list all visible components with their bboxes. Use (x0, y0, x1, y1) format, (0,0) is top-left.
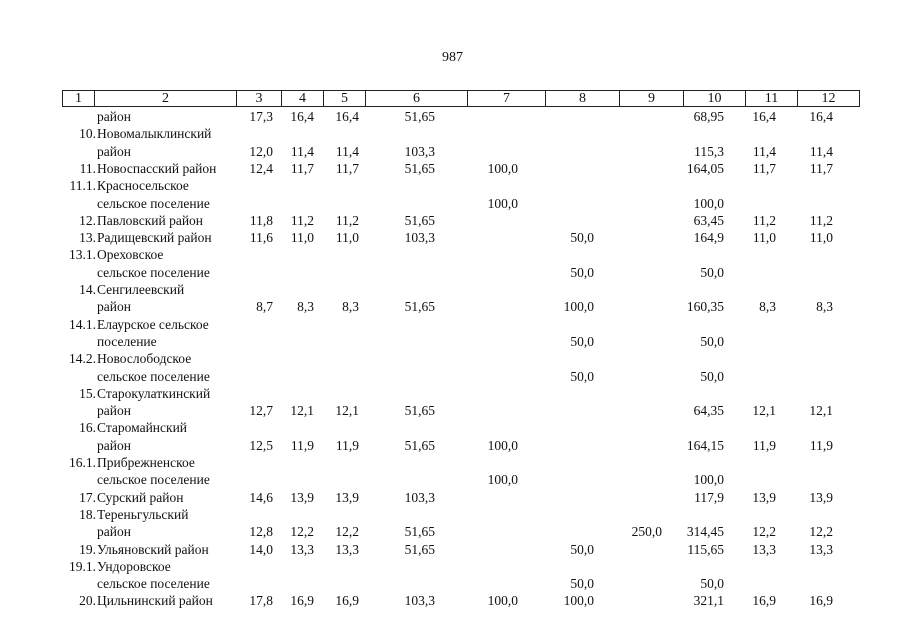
cell-col-8: 50,0 (570, 333, 594, 349)
cell-col-8: 50,0 (570, 576, 594, 592)
cell-col-10: 160,35 (686, 299, 724, 315)
row-name: район (97, 299, 131, 315)
cell-col-12: 16,4 (809, 109, 833, 124)
cell-col-11: 11,4 (752, 143, 776, 159)
header-cell: 11 (746, 91, 798, 107)
cell-col-4: 12,1 (290, 403, 314, 419)
header-cell: 5 (324, 91, 366, 107)
cell-col-8: 50,0 (570, 230, 594, 246)
table-row (0, 229, 905, 246)
cell-col-5: 11,7 (335, 160, 359, 176)
cell-col-6: 103,3 (404, 230, 435, 246)
cell-col-11: 8,3 (759, 299, 776, 315)
row-name: Новослободское (97, 351, 192, 367)
header-cell: 9 (620, 91, 684, 107)
cell-col-5: 13,3 (335, 541, 359, 557)
cell-col-6: 103,3 (404, 593, 435, 609)
cell-col-4: 12,2 (290, 524, 314, 540)
row-name: поселение (97, 333, 157, 349)
cell-col-6: 103,3 (404, 489, 435, 505)
cell-col-10: 115,65 (687, 541, 724, 557)
cell-col-6: 51,65 (404, 299, 435, 315)
cell-col-3: 11,6 (249, 230, 273, 246)
row-name: сельское поселение (97, 264, 210, 280)
header-cell: 2 (95, 91, 237, 107)
cell-col-11: 11,2 (752, 212, 776, 228)
cell-col-4: 11,9 (290, 437, 314, 453)
cell-col-3: 14,0 (249, 541, 273, 557)
row-name: Новоспасский район (97, 160, 217, 176)
cell-col-10: 117,9 (694, 489, 724, 505)
row-name: сельское поселение (97, 195, 210, 211)
table-row (0, 108, 905, 125)
table-row (0, 281, 905, 298)
cell-col-12: 13,3 (809, 541, 833, 557)
cell-col-12: 11,4 (809, 143, 833, 159)
row-name: Сенгилеевский (97, 282, 185, 297)
row-name: Радищевский район (97, 230, 212, 246)
cell-col-12: 16,9 (809, 593, 833, 609)
header-cell: 7 (468, 91, 546, 107)
row-number: 12. (79, 212, 96, 228)
row-name: район (97, 143, 131, 159)
table-row (0, 541, 905, 558)
row-name: Ульяновский район (97, 541, 209, 557)
table-row (0, 419, 905, 436)
table-row (0, 489, 905, 506)
cell-col-10: 68,95 (693, 109, 724, 124)
cell-col-4: 11,4 (290, 143, 314, 159)
table-row (0, 592, 905, 609)
cell-col-5: 16,9 (335, 593, 359, 609)
table-row (0, 177, 905, 194)
cell-col-4: 13,3 (290, 541, 314, 557)
table-row (0, 212, 905, 229)
cell-col-4: 8,3 (297, 299, 314, 315)
header-cell: 8 (546, 91, 620, 107)
cell-col-5: 11,2 (335, 212, 359, 228)
row-name: Старокулаткинский (97, 385, 211, 401)
cell-col-12: 11,9 (809, 437, 833, 453)
cell-col-11: 13,3 (752, 541, 776, 557)
row-number: 14.1. (69, 316, 96, 332)
row-name: район (97, 109, 131, 124)
row-number: 19. (79, 541, 96, 557)
cell-col-7: 100,0 (487, 472, 518, 488)
cell-col-4: 16,4 (290, 109, 314, 124)
cell-col-6: 51,65 (404, 212, 435, 228)
cell-col-3: 17,3 (249, 109, 273, 124)
cell-col-3: 8,7 (256, 299, 273, 315)
table-row (0, 125, 905, 142)
cell-col-10: 63,45 (693, 212, 724, 228)
table-row (0, 350, 905, 367)
row-number: 20. (79, 593, 96, 609)
cell-col-3: 14,6 (249, 489, 273, 505)
cell-col-4: 16,9 (290, 593, 314, 609)
cell-col-11: 16,9 (752, 593, 776, 609)
cell-col-8: 50,0 (570, 264, 594, 280)
row-name: Тереньгульский (97, 506, 189, 522)
row-name: Красносельское (97, 178, 189, 194)
cell-col-10: 115,3 (694, 143, 724, 159)
cell-col-10: 321,1 (693, 593, 724, 609)
cell-col-5: 8,3 (342, 299, 359, 315)
row-number: 16. (79, 420, 96, 436)
row-number: 13.1. (69, 247, 96, 263)
row-number: 11.1. (69, 178, 96, 194)
cell-col-6: 51,65 (404, 403, 435, 419)
table-row (0, 471, 905, 488)
row-name: Сурский район (97, 489, 184, 505)
cell-col-7: 100,0 (487, 437, 518, 453)
cell-col-12: 11,0 (809, 230, 833, 246)
cell-col-8: 100,0 (563, 299, 594, 315)
header-cell: 1 (63, 91, 95, 107)
table-row (0, 160, 905, 177)
cell-col-5: 11,0 (335, 230, 359, 246)
header-cell: 12 (798, 91, 860, 107)
cell-col-10: 50,0 (700, 264, 724, 280)
header-cell: 10 (684, 91, 746, 107)
cell-col-3: 12,7 (249, 403, 273, 419)
cell-col-5: 13,9 (335, 489, 359, 505)
cell-col-7: 100,0 (487, 593, 518, 609)
cell-col-4: 11,7 (290, 160, 314, 176)
cell-col-10: 164,15 (686, 437, 724, 453)
row-name: район (97, 524, 131, 540)
table-row (0, 385, 905, 402)
row-name: Елаурское сельское (97, 316, 209, 332)
row-name: Цильнинский район (97, 593, 213, 609)
cell-col-10: 50,0 (700, 368, 724, 384)
cell-col-5: 11,4 (335, 143, 359, 159)
table-row (0, 195, 905, 212)
table-row (0, 246, 905, 263)
cell-col-6: 51,65 (404, 524, 435, 540)
row-number: 18. (79, 506, 96, 522)
row-name: район (97, 403, 131, 419)
cell-col-10: 50,0 (700, 576, 724, 592)
table-row (0, 368, 905, 385)
page-number: 987 (442, 50, 463, 65)
cell-col-8: 50,0 (570, 368, 594, 384)
cell-col-11: 16,4 (752, 109, 776, 124)
cell-col-9: 250,0 (631, 524, 662, 540)
cell-col-12: 12,1 (809, 403, 833, 419)
table-row (0, 316, 905, 333)
row-name: сельское поселение (97, 472, 210, 488)
cell-col-4: 13,9 (290, 489, 314, 505)
row-name: Прибрежненское (97, 455, 195, 470)
header-cell: 4 (282, 91, 324, 107)
cell-col-7: 100,0 (487, 195, 518, 211)
cell-col-4: 11,2 (290, 212, 314, 228)
cell-col-3: 12,4 (249, 160, 273, 176)
cell-col-10: 100,0 (693, 472, 724, 488)
cell-col-6: 103,3 (404, 143, 435, 159)
header-cell: 3 (237, 91, 282, 107)
cell-col-3: 12,8 (249, 524, 273, 540)
row-number: 17. (79, 489, 96, 505)
cell-col-12: 12,2 (809, 524, 833, 540)
row-number: 15. (79, 385, 96, 401)
row-name: Павловский район (97, 212, 204, 228)
cell-col-11: 12,2 (752, 524, 776, 540)
cell-col-10: 164,05 (686, 160, 724, 176)
cell-col-11: 11,0 (752, 230, 776, 246)
cell-col-8: 50,0 (570, 541, 594, 557)
cell-col-6: 51,65 (404, 109, 435, 124)
cell-col-10: 164,9 (693, 230, 724, 246)
row-number: 14. (79, 282, 96, 297)
table-row (0, 454, 905, 471)
row-name: Старомайнский (97, 420, 188, 436)
cell-col-6: 51,65 (404, 437, 435, 453)
cell-col-6: 51,65 (404, 541, 435, 557)
table-row (0, 558, 905, 575)
cell-col-5: 12,1 (335, 403, 359, 419)
cell-col-11: 11,9 (752, 437, 776, 453)
cell-col-5: 12,2 (335, 524, 359, 540)
row-number: 11. (79, 160, 96, 176)
cell-col-7: 100,0 (487, 160, 518, 176)
row-number: 19.1. (69, 558, 96, 574)
cell-col-11: 11,7 (752, 160, 776, 176)
cell-col-10: 100,0 (693, 195, 724, 211)
cell-col-5: 11,9 (335, 437, 359, 453)
cell-col-12: 11,2 (809, 212, 833, 228)
cell-col-10: 64,35 (693, 403, 724, 419)
row-number: 10. (79, 126, 96, 142)
table-row (0, 298, 905, 315)
row-name: Ореховское (97, 247, 164, 263)
table-row (0, 523, 905, 540)
table-row (0, 333, 905, 350)
cell-col-3: 12,5 (249, 437, 273, 453)
table-row (0, 506, 905, 523)
row-name: Ундоровское (97, 558, 171, 574)
cell-col-11: 13,9 (752, 489, 776, 505)
cell-col-12: 11,7 (809, 160, 833, 176)
header-cell: 6 (366, 91, 468, 107)
cell-col-11: 12,1 (752, 403, 776, 419)
table-row (0, 575, 905, 592)
cell-col-6: 51,65 (404, 160, 435, 176)
row-number: 13. (79, 230, 96, 246)
cell-col-3: 12,0 (249, 143, 273, 159)
row-number: 16.1. (69, 455, 96, 470)
cell-col-4: 11,0 (290, 230, 314, 246)
cell-col-8: 100,0 (563, 593, 594, 609)
row-number: 14.2. (69, 351, 96, 367)
row-name: сельское поселение (97, 576, 210, 592)
cell-col-12: 13,9 (809, 489, 833, 505)
cell-col-10: 314,45 (686, 524, 724, 540)
cell-col-5: 16,4 (335, 109, 359, 124)
table-row (0, 437, 905, 454)
cell-col-3: 17,8 (249, 593, 273, 609)
cell-col-10: 50,0 (700, 333, 724, 349)
row-name: сельское поселение (97, 368, 210, 384)
cell-col-12: 8,3 (816, 299, 833, 315)
row-name: район (97, 437, 131, 453)
cell-col-3: 11,8 (249, 212, 273, 228)
table-row (0, 402, 905, 419)
table-row (0, 143, 905, 160)
table-row (0, 264, 905, 281)
row-name: Новомалыклинский (97, 126, 212, 142)
